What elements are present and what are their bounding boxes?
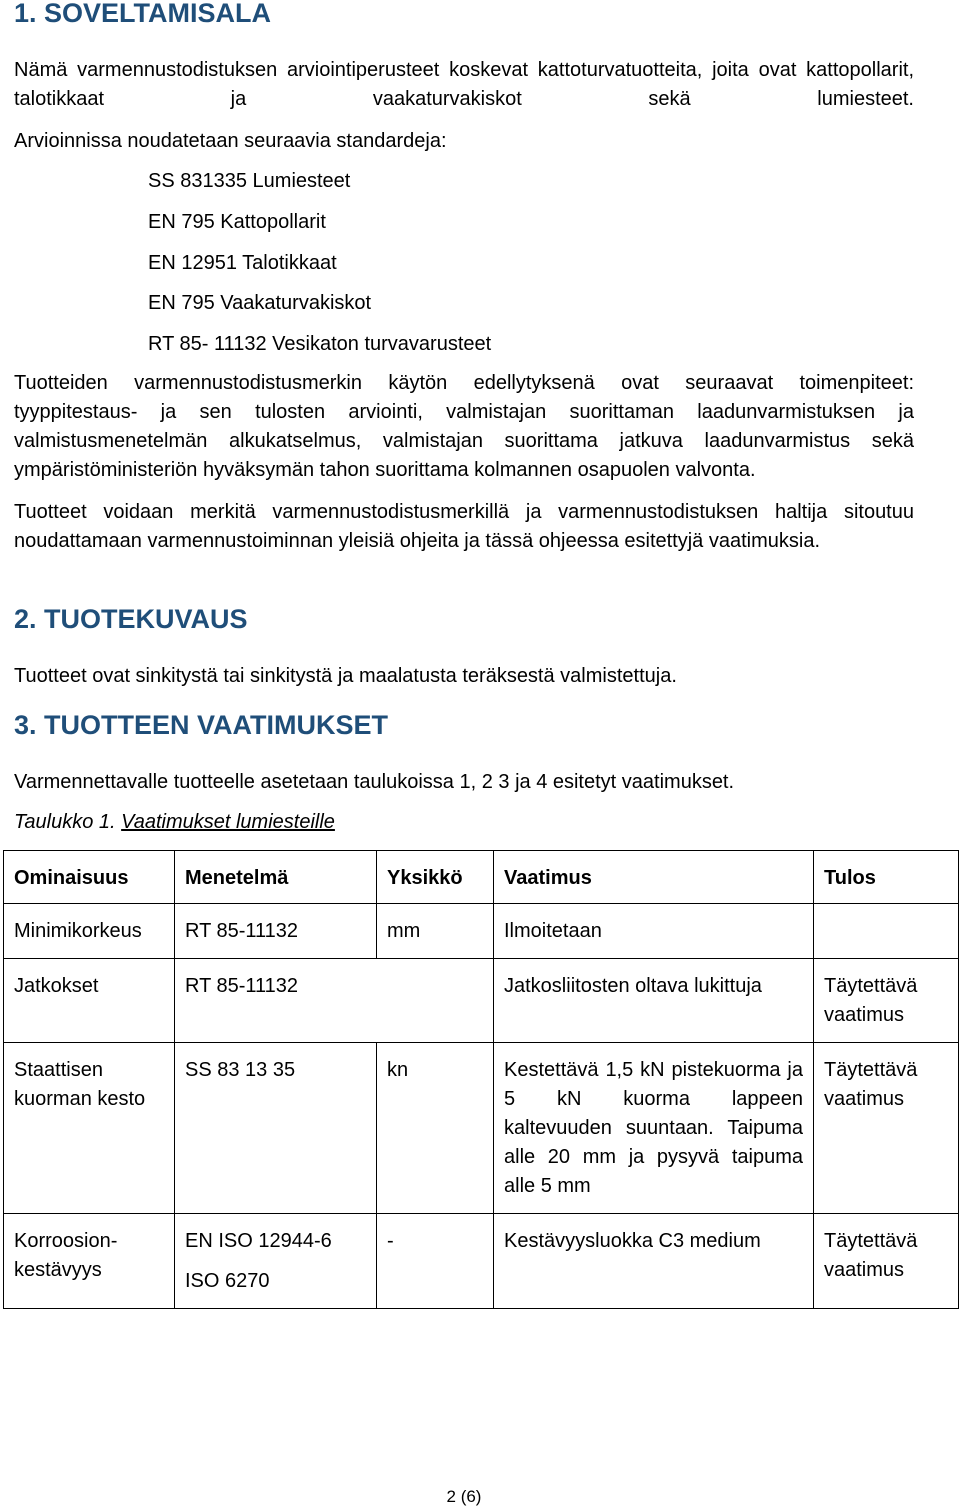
table-row [4,1043,959,1214]
method-line: ISO 6270 [185,1270,270,1292]
table-header-row [4,851,959,904]
cell-unit: - [377,1214,494,1309]
method-line: EN ISO 12944-6 [185,1230,332,1252]
table-row [4,904,959,959]
cell-property: Staattisen kuorman kesto [4,1043,175,1214]
section-2-heading: 2. TUOTEKUVAUS [14,604,248,634]
section-1-heading: 1. SOVELTAMISALA [14,0,272,28]
cell-unit: kn [377,1043,494,1214]
cell-unit [377,959,494,1043]
prerequisites-paragraph: Tuotteiden varmennustodistusmerkin käytön edellytyksenä ovat seuraavat toimenpiteet: tyyppitestaus- ja sen tulosten arviointi, valmistajan suorittaman laadunvarmistuksen ja valmistusmenetelmän alkukatselmus, valmistajan suorittama jatkuva laadunvarmistus sekä ympäristöministeriön hyväksymän tahon suorittama kolmannen osapuolen valvonta. [14,372,914,481]
standard-item: SS 831335 Lumiesteet [148,170,351,192]
page-number: 2 (6) [446,1487,482,1506]
cell-property: Minimikorkeus [4,904,175,959]
section-2-text: Tuotteet ovat sinkitystä tai sinkitystä ja maalatusta teräksestä valmistettuja. [14,665,677,687]
cell-result: Täytettävä vaatimus [814,959,959,1043]
intro-paragraph: Nämä varmennustodistuksen arviointiperusteet koskevat kattoturvatuotteita, joita ovat kattopollarit, talotikkaat ja vaakaturvakiskot sekä lumiesteet. [14,59,914,110]
table-row [4,1214,959,1309]
cell-requirement: Kestävyysluokka C3 medium [494,1214,814,1309]
cell-requirement: Ilmoitetaan [494,904,814,959]
cell-requirement: Kestettävä 1,5 kN pistekuorma ja 5 kN kuorma lappeen kaltevuuden suuntaan. Taipuma alle 20 mm ja pysyvä taipuma alle 5 mm [494,1043,814,1214]
cell-result: Täytettävä vaatimus [814,1214,959,1309]
requirements-table [3,850,959,1309]
table-row [4,959,959,1043]
standard-item: EN 795 Vaakaturvakiskot [148,292,372,314]
marking-paragraph: Tuotteet voidaan merkitä varmennustodistusmerkillä ja varmennustodistuksen haltija sitoutuu noudattamaan varmennustoiminnan yleisiä ohjeita ja tässä ohjeessa esitettyjä vaatimuksia. [14,501,914,552]
section-3-heading: 3. TUOTTEEN VAATIMUKSET [14,710,389,740]
header-requirement: Vaatimus [494,851,814,904]
header-unit: Yksikkö [377,851,494,904]
cell-property: Jatkokset [4,959,175,1043]
standard-item: RT 85- 11132 Vesikaton turvavarusteet [148,333,492,355]
standard-item: EN 795 Kattopollarit [148,211,326,233]
standard-item: EN 12951 Talotikkaat [148,252,337,274]
header-result: Tulos [814,851,959,904]
cell-method: RT 85-11132 [175,959,377,1043]
header-property: Ominaisuus [4,851,175,904]
cell-property: Korroosion-kestävyys [4,1214,175,1309]
cell-method: SS 83 13 35 [175,1043,377,1214]
cell-result: Täytettävä vaatimus [814,1043,959,1214]
cell-requirement: Jatkosliitosten oltava lukittuja [494,959,814,1043]
cell-method [175,1214,377,1309]
cell-method: RT 85-11132 [175,904,377,959]
cell-unit: mm [377,904,494,959]
section-3-text: Varmennettavalle tuotteelle asetetaan taulukoissa 1, 2 3 ja 4 esitetyt vaatimukset. [14,771,735,793]
cell-result [814,904,959,959]
table-caption: Taulukko 1. Vaatimukset lumiesteille [14,811,335,833]
header-method: Menetelmä [175,851,377,904]
standards-intro: Arvioinnissa noudatetaan seuraavia standardeja: [14,130,447,152]
